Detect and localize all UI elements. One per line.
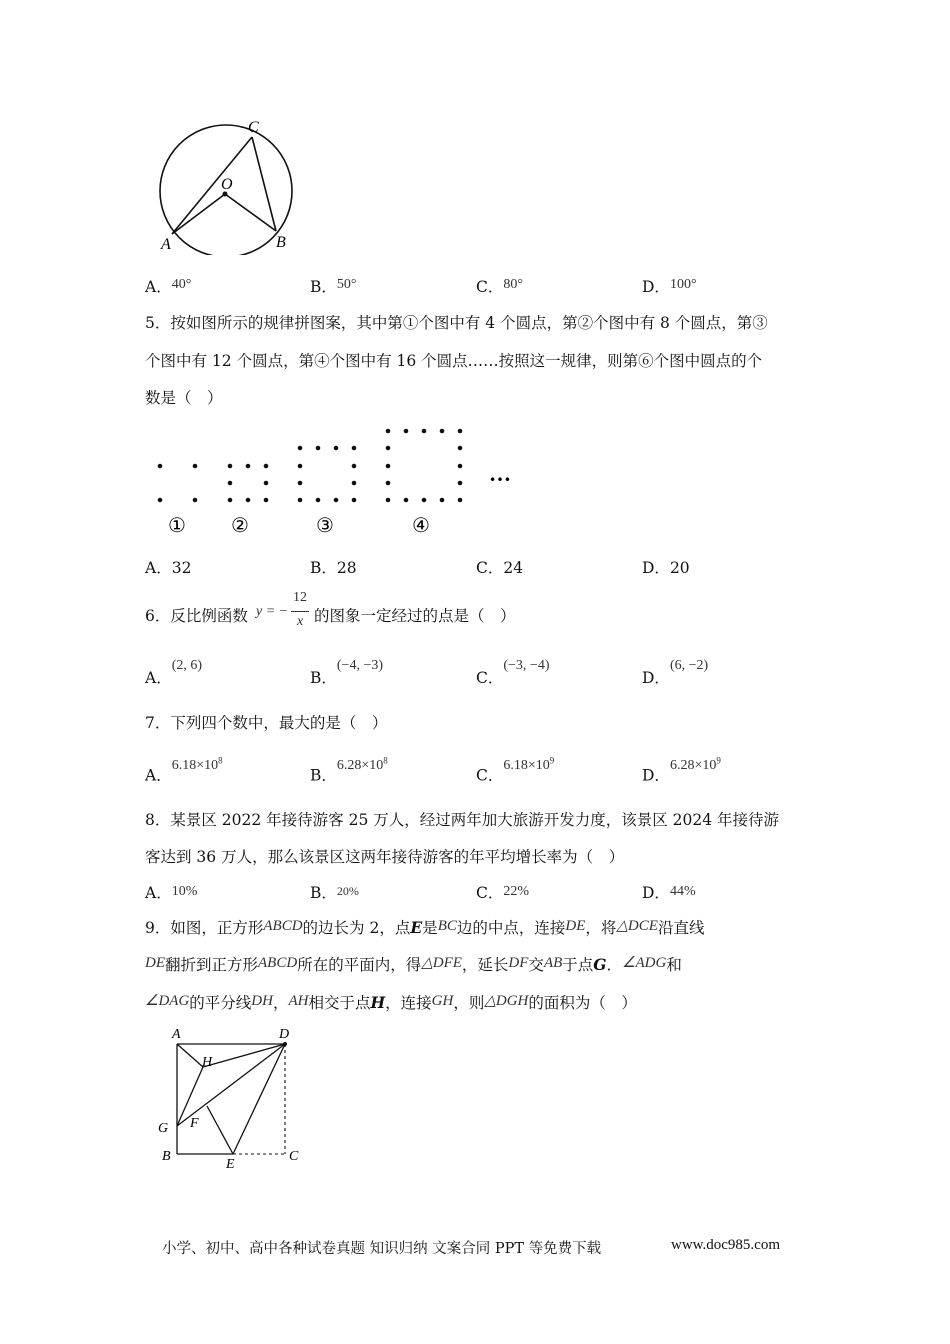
q5-line2: 个图中有 12 个圆点，第④个图中有 16 个圆点……按照这一规律，则第⑥个图中圆点的个 — [145, 352, 763, 370]
pattern-label-2: ② — [231, 515, 249, 537]
label-h: H — [202, 1055, 213, 1070]
q8-option-a: A．10% — [145, 884, 198, 902]
q4-option-b: B．50° — [310, 277, 357, 296]
pattern-ellipsis: … — [489, 461, 511, 486]
q8-option-d: D．44% — [642, 884, 696, 902]
q7-option-d: D．$6.28\times 10^9$ — [642, 755, 721, 785]
label-e: E — [226, 1157, 235, 1172]
q6-suffix: 的图象一定经过的点是（ ） — [314, 607, 516, 625]
footer-site[interactable]: www.doc985.com — [671, 1237, 781, 1253]
q5-option-b: B．28 — [310, 559, 357, 577]
q4-option-c: C．80° — [476, 277, 523, 296]
q9-line2: DE翻折到正方形ABCD所在的平面内，得△DFE，延长DF交AB于点G．∠ADG和 — [145, 955, 682, 974]
q5-line1: 5．按如图所示的规律拼图案，其中第①个图中有 4 个圆点，第②个图中有 8 个圆点，第③ — [145, 314, 768, 332]
label-b: B — [162, 1149, 171, 1164]
q7-option-b: B．$6.28\times 10^8$ — [310, 755, 388, 785]
pattern-label-3: ③ — [316, 515, 334, 537]
label-o: O — [221, 176, 233, 193]
q6-option-c: C．(−3, −4) — [476, 658, 550, 687]
q8-line2: 客达到 36 万人，那么该景区这两年接待游客的年平均增长率为（ ） — [145, 848, 625, 866]
pattern-4 — [386, 429, 463, 503]
dot-pattern-figure — [145, 420, 525, 545]
label-f: F — [190, 1116, 199, 1131]
label-a: A — [172, 1027, 181, 1042]
q8-option-c: C．22% — [476, 884, 530, 902]
q7-stem: 7．下列四个数中，最大的是（ ） — [145, 714, 388, 732]
label-d: D — [279, 1027, 290, 1042]
footer-text: 小学、初中、高中各种试卷真题 知识归纳 文案合同 PPT 等免费下载 — [162, 1241, 602, 1257]
q5-line3: 数是（ ） — [145, 389, 223, 407]
q5-option-d: D．20 — [642, 559, 690, 577]
q4-option-d: D．100° — [642, 277, 697, 296]
q6-prefix: 6．反比例函数 — [145, 607, 248, 625]
pattern-label-4: ④ — [412, 515, 430, 537]
label-c: C — [248, 119, 259, 136]
label-b: B — [276, 234, 286, 251]
q7-option-c: C．$6.18\times 10^9$ — [476, 755, 555, 785]
q9-line1: 9．如图，正方形ABCD的边长为 2，点E是BC边的中点，连接DE，将△DCE沿直线 — [145, 918, 705, 937]
q6-option-a: A．(2, 6) — [145, 658, 203, 687]
pattern-3 — [298, 446, 357, 503]
q8-line1: 8．某景区 2022 年接待游客 25 万人，经过两年加大旅游开发力度，该景区 2024 年接待游 — [145, 811, 780, 829]
q9-line3: ∠DAG的平分线DH，AH相交于点H，连接GH，则△DGH的面积为（ ） — [145, 993, 637, 1012]
pattern-2 — [228, 464, 269, 503]
square-figure — [155, 1022, 305, 1174]
q5-option-c: C．24 — [476, 559, 524, 577]
pattern-label-1: ① — [168, 515, 186, 537]
label-a: A — [161, 236, 171, 253]
pattern-1 — [158, 464, 198, 503]
circle-figure — [150, 115, 310, 255]
q4-option-a: A．40° — [145, 277, 192, 296]
q6-function: y = − 12 x — [256, 590, 307, 629]
q8-option-b: B．20% — [310, 884, 359, 902]
label-c: C — [289, 1149, 299, 1164]
q6-option-b: B．(−4, −3) — [310, 658, 384, 687]
label-g: G — [158, 1121, 169, 1136]
q5-option-a: A．32 — [145, 559, 192, 577]
q6-option-d: D．(6, −2) — [642, 658, 709, 687]
q7-option-a: A．$6.18\times 10^8$ — [145, 755, 223, 785]
